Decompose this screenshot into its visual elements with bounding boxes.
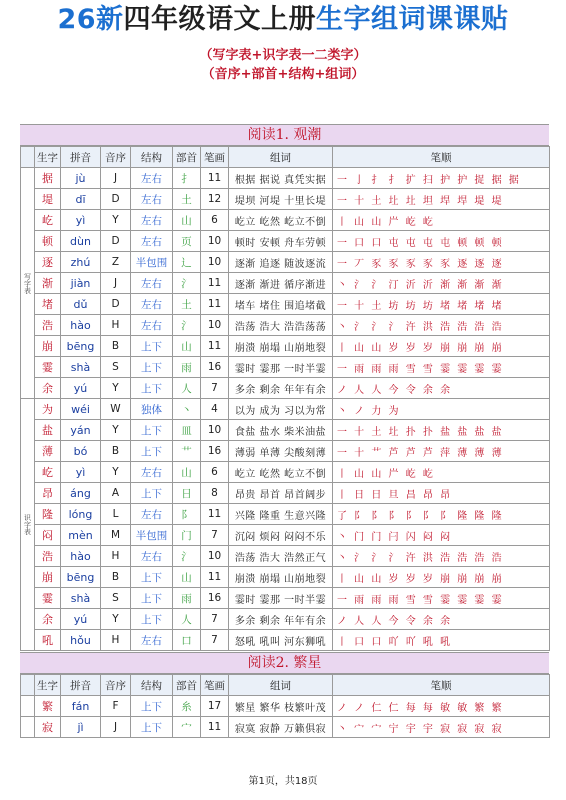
table-row (21, 717, 550, 738)
initial-cell: H (101, 546, 131, 567)
words-cell: 浩荡 浩大 浩然正气 (229, 546, 333, 567)
radical-cell: 雨 (173, 357, 201, 378)
structure-cell: 半包围 (131, 525, 173, 546)
stroke-order-cell: 一 雨 雨 雨 雪 雪 霎 霎 霎 霎 (333, 588, 550, 609)
stroke-count-cell: 12 (201, 189, 229, 210)
stroke-count-cell: 8 (201, 483, 229, 504)
radical-cell: 艹 (173, 441, 201, 462)
char-cell: 崩 (35, 336, 61, 357)
words-cell: 屹立 屹然 屹立不倒 (229, 462, 333, 483)
char-cell: 浩 (35, 546, 61, 567)
structure-cell: 左右 (131, 315, 173, 336)
table-row (21, 630, 550, 651)
stroke-order-cell: 一 口 口 屯 屯 屯 屯 顿 顿 顿 (333, 231, 550, 252)
vocab-table-2 (20, 674, 550, 738)
pinyin-cell: áng (61, 483, 101, 504)
char-cell: 寂 (35, 717, 61, 738)
radical-cell: 山 (173, 462, 201, 483)
pinyin-cell: wéi (61, 399, 101, 420)
structure-cell: 上下 (131, 717, 173, 738)
table-header-row (21, 147, 550, 168)
stroke-count-cell: 11 (201, 336, 229, 357)
char-cell: 闷 (35, 525, 61, 546)
pinyin-cell: bó (61, 441, 101, 462)
radical-cell: 山 (173, 210, 201, 231)
stroke-count-cell: 7 (201, 378, 229, 399)
radical-cell: 氵 (173, 315, 201, 336)
table-row (21, 336, 550, 357)
char-cell: 据 (35, 168, 61, 189)
pinyin-cell: jù (61, 168, 101, 189)
stroke-order-cell: 丨 口 口 吖 吖 吼 吼 (333, 630, 550, 651)
initial-cell: S (101, 588, 131, 609)
section-header-1: 阅读1. 观潮 (20, 124, 549, 146)
stroke-count-cell: 7 (201, 525, 229, 546)
radical-cell: 氵 (173, 546, 201, 567)
stroke-order-cell: 一 亅 扌 扌 扩 扫 护 护 捉 据 据 (333, 168, 550, 189)
words-cell: 食盐 盐水 柴米油盐 (229, 420, 333, 441)
table-row (21, 399, 550, 420)
subtitle-2: （音序+部首+结构+组词） (201, 67, 365, 82)
initial-cell: D (101, 231, 131, 252)
pinyin-cell: jì (61, 717, 101, 738)
stroke-count-cell: 11 (201, 567, 229, 588)
stroke-count-cell: 16 (201, 588, 229, 609)
char-cell: 顿 (35, 231, 61, 252)
stroke-count-cell: 10 (201, 420, 229, 441)
stroke-order-cell: 丨 山 山 屵 屹 屹 (333, 210, 550, 231)
words-cell: 顿时 安顿 舟车劳顿 (229, 231, 333, 252)
pinyin-cell: yán (61, 420, 101, 441)
stroke-order-cell: 丨 山 山 岁 岁 岁 崩 崩 崩 崩 (333, 336, 550, 357)
table-row (21, 252, 550, 273)
words-cell: 寂寞 寂静 万籁俱寂 (229, 717, 333, 738)
stroke-order-cell: ノ ノ 仁 仁 每 每 敏 敏 繁 繁 (333, 696, 550, 717)
stroke-order-cell: 丶 宀 宀 宁 宇 宇 寂 寂 寂 寂 (333, 717, 550, 738)
table-row (21, 441, 550, 462)
group-label: 识字表 (21, 399, 35, 651)
pinyin-cell: yú (61, 378, 101, 399)
stroke-count-cell: 11 (201, 717, 229, 738)
structure-cell: 左右 (131, 231, 173, 252)
initial-cell: S (101, 357, 131, 378)
table-header-row (21, 675, 550, 696)
words-cell: 霎时 霎那 一时半霎 (229, 357, 333, 378)
stroke-order-cell: 一 十 土 坊 坊 坊 堵 堵 堵 堵 (333, 294, 550, 315)
structure-cell: 上下 (131, 336, 173, 357)
header-cell: 组词 (229, 675, 333, 696)
structure-cell: 上下 (131, 420, 173, 441)
initial-cell: J (101, 273, 131, 294)
header-cell: 笔画 (201, 675, 229, 696)
table-row (21, 588, 550, 609)
char-cell: 盐 (35, 420, 61, 441)
header-cell: 音序 (101, 147, 131, 168)
pinyin-cell: bēng (61, 567, 101, 588)
char-cell: 逐 (35, 252, 61, 273)
stroke-order-cell: 一 十 艹 芦 芦 芦 萍 薄 薄 薄 (333, 441, 550, 462)
table-row (21, 504, 550, 525)
char-cell: 渐 (35, 273, 61, 294)
structure-cell: 左右 (131, 168, 173, 189)
radical-cell: 山 (173, 567, 201, 588)
table-row (21, 567, 550, 588)
words-cell: 霎时 霎那 一时半霎 (229, 588, 333, 609)
stroke-order-cell: 一 十 土 圵 圵 坦 垾 垾 堤 堤 (333, 189, 550, 210)
table-row (21, 315, 550, 336)
page-footer: 第1页，共18页 (248, 776, 318, 787)
char-cell: 为 (35, 399, 61, 420)
structure-cell: 左右 (131, 462, 173, 483)
char-cell: 崩 (35, 567, 61, 588)
header-cell: 结构 (131, 675, 173, 696)
initial-cell: B (101, 336, 131, 357)
structure-cell: 左右 (131, 546, 173, 567)
table-row (21, 696, 550, 717)
pinyin-cell: dǔ (61, 294, 101, 315)
char-cell: 吼 (35, 630, 61, 651)
initial-cell: J (101, 168, 131, 189)
radical-cell: 雨 (173, 588, 201, 609)
table-row (21, 483, 550, 504)
radical-cell: 宀 (173, 717, 201, 738)
structure-cell: 左右 (131, 189, 173, 210)
header-cell: 部首 (173, 147, 201, 168)
stroke-order-cell: 丶 门 门 闩 闪 闷 闷 (333, 525, 550, 546)
table-row (21, 546, 550, 567)
structure-cell: 上下 (131, 588, 173, 609)
radical-cell: 皿 (173, 420, 201, 441)
structure-cell: 左右 (131, 210, 173, 231)
structure-cell: 上下 (131, 483, 173, 504)
radical-cell: 门 (173, 525, 201, 546)
initial-cell: Y (101, 378, 131, 399)
structure-cell: 左右 (131, 273, 173, 294)
stroke-count-cell: 11 (201, 294, 229, 315)
pinyin-cell: shà (61, 357, 101, 378)
words-cell: 昂贵 昂首 昂首阔步 (229, 483, 333, 504)
initial-cell: H (101, 315, 131, 336)
structure-cell: 上下 (131, 696, 173, 717)
header-blank (21, 675, 35, 696)
pinyin-cell: dī (61, 189, 101, 210)
char-cell: 霎 (35, 588, 61, 609)
pinyin-cell: hǒu (61, 630, 101, 651)
structure-cell: 上下 (131, 609, 173, 630)
char-cell: 繁 (35, 696, 61, 717)
char-cell: 屹 (35, 462, 61, 483)
table-row (21, 294, 550, 315)
header-cell: 生字 (35, 147, 61, 168)
pinyin-cell: fán (61, 696, 101, 717)
stroke-count-cell: 10 (201, 252, 229, 273)
title-part3: 生字组词课课贴 (316, 4, 509, 35)
initial-cell: B (101, 567, 131, 588)
stroke-count-cell: 10 (201, 231, 229, 252)
initial-cell: Y (101, 420, 131, 441)
stroke-order-cell: 丨 日 日 旦 昌 昂 昂 (333, 483, 550, 504)
row-blank (21, 696, 35, 717)
radical-cell: 人 (173, 609, 201, 630)
words-cell: 多余 剩余 年年有余 (229, 378, 333, 399)
radical-cell: 山 (173, 336, 201, 357)
char-cell: 霎 (35, 357, 61, 378)
stroke-order-cell: 丶 氵 氵 汀 沂 沂 渐 渐 渐 渐 (333, 273, 550, 294)
pinyin-cell: yì (61, 210, 101, 231)
header-cell: 结构 (131, 147, 173, 168)
header-cell: 笔顺 (333, 675, 550, 696)
radical-cell: 阝 (173, 504, 201, 525)
words-cell: 逐渐 渐进 循序渐进 (229, 273, 333, 294)
words-cell: 兴隆 隆重 生意兴隆 (229, 504, 333, 525)
table-row (21, 168, 550, 189)
stroke-order-cell: 丨 山 山 岁 岁 岁 崩 崩 崩 崩 (333, 567, 550, 588)
structure-cell: 上下 (131, 441, 173, 462)
page-title (0, 0, 566, 40)
stroke-order-cell: 一 雨 雨 雨 雪 雪 霎 霎 霎 霎 (333, 357, 550, 378)
pinyin-cell: shà (61, 588, 101, 609)
stroke-order-cell: 丶 氵 氵 氵 汻 洪 浩 浩 浩 浩 (333, 315, 550, 336)
initial-cell: Y (101, 609, 131, 630)
pinyin-cell: hào (61, 546, 101, 567)
initial-cell: D (101, 189, 131, 210)
header-blank (21, 147, 35, 168)
words-cell: 以为 成为 习以为常 (229, 399, 333, 420)
radical-cell: 口 (173, 630, 201, 651)
words-cell: 逐渐 追逐 随波逐流 (229, 252, 333, 273)
table-row (21, 231, 550, 252)
stroke-count-cell: 7 (201, 609, 229, 630)
char-cell: 薄 (35, 441, 61, 462)
structure-cell: 左右 (131, 504, 173, 525)
radical-cell: 日 (173, 483, 201, 504)
radical-cell: 丶 (173, 399, 201, 420)
initial-cell: L (101, 504, 131, 525)
table-row (21, 609, 550, 630)
stroke-order-cell: ノ 人 人 今 令 余 余 (333, 378, 550, 399)
char-cell: 隆 (35, 504, 61, 525)
vocab-table-1 (20, 146, 550, 651)
pinyin-cell: jiàn (61, 273, 101, 294)
initial-cell: A (101, 483, 131, 504)
stroke-count-cell: 11 (201, 168, 229, 189)
structure-cell: 左右 (131, 630, 173, 651)
char-cell: 堵 (35, 294, 61, 315)
char-cell: 昂 (35, 483, 61, 504)
stroke-order-cell: 一 十 土 圵 扑 扑 盐 盐 盐 盐 (333, 420, 550, 441)
group-label: 写字表 (21, 168, 35, 399)
stroke-order-cell: 丶 ノ 力 为 (333, 399, 550, 420)
pinyin-cell: yú (61, 609, 101, 630)
words-cell: 屹立 屹然 屹立不倒 (229, 210, 333, 231)
words-cell: 浩荡 浩大 浩浩荡荡 (229, 315, 333, 336)
stroke-count-cell: 16 (201, 357, 229, 378)
initial-cell: Y (101, 462, 131, 483)
header-cell: 音序 (101, 675, 131, 696)
stroke-count-cell: 4 (201, 399, 229, 420)
radical-cell: 辶 (173, 252, 201, 273)
subtitle-1: （写字表+识字表一二类字） (199, 48, 367, 63)
initial-cell: B (101, 441, 131, 462)
radical-cell: 氵 (173, 273, 201, 294)
words-cell: 堵车 堵住 围追堵截 (229, 294, 333, 315)
radical-cell: 糸 (173, 696, 201, 717)
words-cell: 多余 剩余 年年有余 (229, 609, 333, 630)
radical-cell: 土 (173, 189, 201, 210)
stroke-order-cell: 一 丆 豕 豕 豕 豕 豕 逐 逐 逐 (333, 252, 550, 273)
words-cell: 沉闷 烦闷 闷闷不乐 (229, 525, 333, 546)
initial-cell: J (101, 717, 131, 738)
initial-cell: H (101, 630, 131, 651)
words-cell: 根据 据说 真凭实据 (229, 168, 333, 189)
initial-cell: M (101, 525, 131, 546)
table-row (21, 525, 550, 546)
char-cell: 堤 (35, 189, 61, 210)
stroke-count-cell: 10 (201, 546, 229, 567)
char-cell: 屹 (35, 210, 61, 231)
header-cell: 部首 (173, 675, 201, 696)
words-cell: 薄弱 单薄 尖酸刻薄 (229, 441, 333, 462)
title-part1: 26新 (57, 4, 124, 35)
stroke-count-cell: 10 (201, 315, 229, 336)
stroke-order-cell: 丶 氵 氵 氵 汻 洪 浩 浩 浩 浩 (333, 546, 550, 567)
radical-cell: 人 (173, 378, 201, 399)
header-cell: 生字 (35, 675, 61, 696)
structure-cell: 左右 (131, 294, 173, 315)
stroke-count-cell: 6 (201, 462, 229, 483)
pinyin-cell: lóng (61, 504, 101, 525)
pinyin-cell: bēng (61, 336, 101, 357)
radical-cell: 土 (173, 294, 201, 315)
structure-cell: 独体 (131, 399, 173, 420)
words-cell: 堤坝 河堤 十里长堤 (229, 189, 333, 210)
stroke-order-cell: ノ 人 人 今 令 余 余 (333, 609, 550, 630)
header-cell: 笔顺 (333, 147, 550, 168)
table-row (21, 210, 550, 231)
stroke-order-cell: 丨 山 山 屵 屹 屹 (333, 462, 550, 483)
table-row (21, 378, 550, 399)
words-cell: 崩溃 崩塌 山崩地裂 (229, 567, 333, 588)
char-cell: 余 (35, 378, 61, 399)
row-blank (21, 717, 35, 738)
pinyin-cell: yì (61, 462, 101, 483)
header-cell: 笔画 (201, 147, 229, 168)
table-row (21, 357, 550, 378)
table-row (21, 420, 550, 441)
initial-cell: Y (101, 210, 131, 231)
structure-cell: 上下 (131, 357, 173, 378)
initial-cell: D (101, 294, 131, 315)
pinyin-cell: mèn (61, 525, 101, 546)
words-cell: 崩溃 崩塌 山崩地裂 (229, 336, 333, 357)
stroke-order-cell: 了 阝 阝 阝 阝 阝 阝 隆 隆 隆 (333, 504, 550, 525)
char-cell: 余 (35, 609, 61, 630)
structure-cell: 半包围 (131, 252, 173, 273)
header-cell: 组词 (229, 147, 333, 168)
stroke-count-cell: 6 (201, 210, 229, 231)
initial-cell: F (101, 696, 131, 717)
structure-cell: 上下 (131, 567, 173, 588)
header-cell: 拼音 (61, 675, 101, 696)
stroke-count-cell: 11 (201, 273, 229, 294)
table-row (21, 273, 550, 294)
initial-cell: Z (101, 252, 131, 273)
initial-cell: W (101, 399, 131, 420)
structure-cell: 上下 (131, 378, 173, 399)
stroke-count-cell: 7 (201, 630, 229, 651)
words-cell: 繁星 繁华 枝繁叶茂 (229, 696, 333, 717)
radical-cell: 页 (173, 231, 201, 252)
table-row (21, 189, 550, 210)
radical-cell: 扌 (173, 168, 201, 189)
pinyin-cell: dùn (61, 231, 101, 252)
table-row (21, 462, 550, 483)
stroke-count-cell: 11 (201, 504, 229, 525)
header-cell: 拼音 (61, 147, 101, 168)
pinyin-cell: zhú (61, 252, 101, 273)
stroke-count-cell: 16 (201, 441, 229, 462)
pinyin-cell: hào (61, 315, 101, 336)
words-cell: 怒吼 吼叫 河东狮吼 (229, 630, 333, 651)
char-cell: 浩 (35, 315, 61, 336)
stroke-count-cell: 17 (201, 696, 229, 717)
section-header-2: 阅读2. 繁星 (20, 652, 549, 674)
title-part2: 四年级语文上册 (123, 4, 317, 35)
